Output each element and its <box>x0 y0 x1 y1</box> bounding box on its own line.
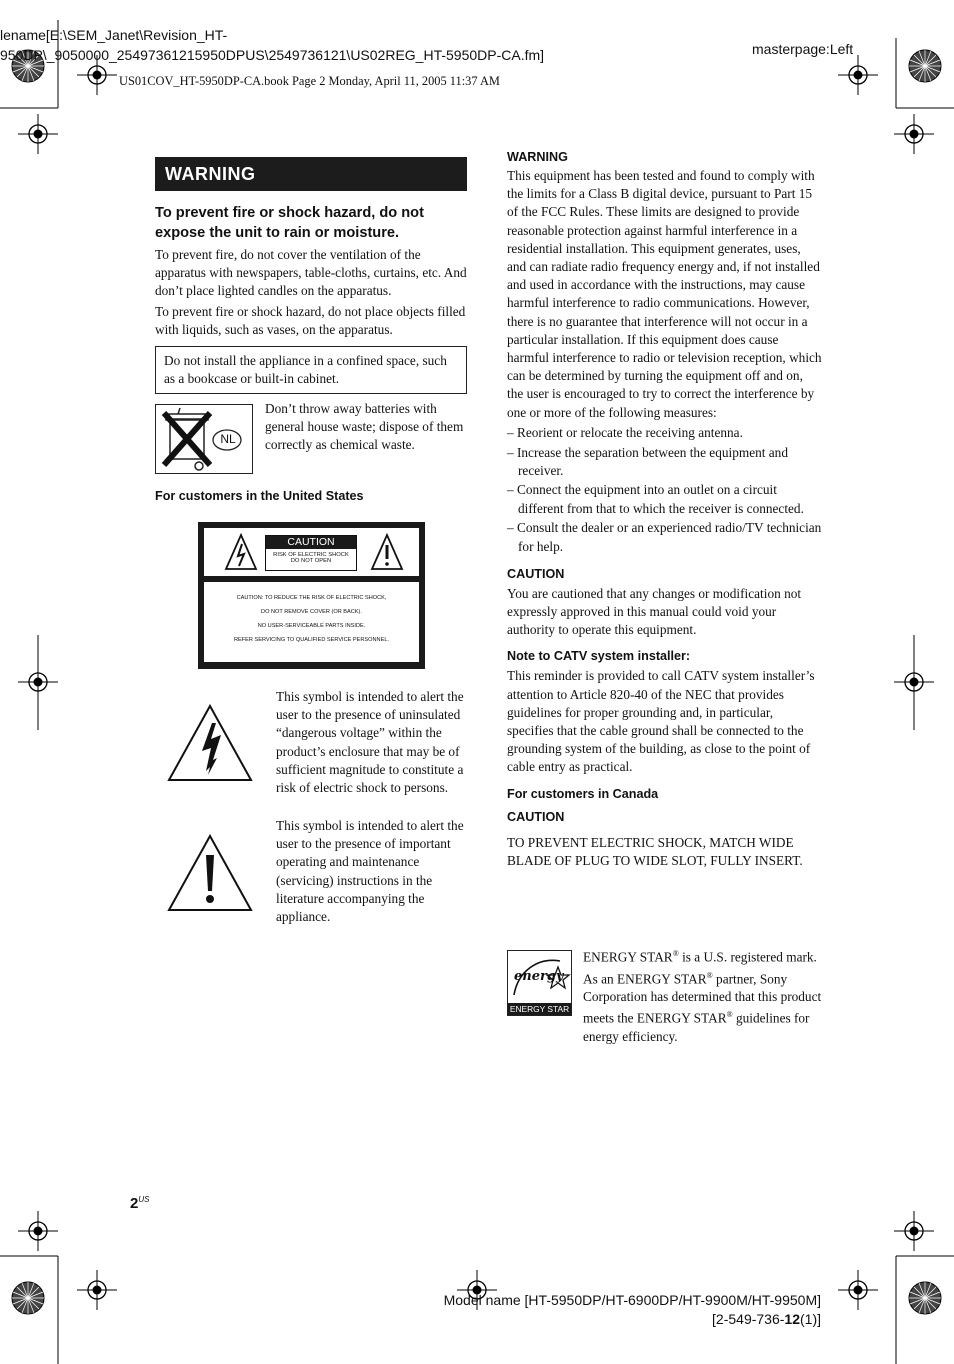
energy-text-2: is a U.S. registered mark. As an ENERGY STAR <box>583 949 817 987</box>
battery-disposal-icon <box>155 404 253 474</box>
exclamation-symbol-text: This symbol is intended to alert the user to the presence of important operating and maintenance (servicing) instructions in the literature accompanying the appliance. <box>276 818 464 925</box>
list-item: – Connect the equipment into an outlet on a circuit different from that to which the receiver is connected. <box>507 482 804 516</box>
part-number-a: [2-549-736- <box>712 1311 785 1327</box>
caution-label-title: CAUTION <box>266 536 356 549</box>
energy-text-1: ENERGY STAR <box>583 949 673 965</box>
caution-label-top <box>204 528 419 576</box>
canada-paragraph: TO PREVENT ELECTRIC SHOCK, MATCH WIDE BLADE OF PLUG TO WIDE SLOT, FULLY INSERT. <box>507 834 803 868</box>
filename-line-2: 950DP\_9050000_25497361215950DPUS\2549736121\US02REG_HT-5950DP-CA.fm] <box>0 47 545 63</box>
caution-label-bottom <box>204 582 419 662</box>
caution-label-center <box>265 535 357 571</box>
caution-label-line3: NO USER-SERVICEABLE PARTS INSIDE. <box>257 623 366 629</box>
exclamation-triangle-icon <box>370 533 404 571</box>
caution-label-line2: DO NOT REMOVE COVER (OR BACK). <box>261 609 362 615</box>
hazard-heading: To prevent fire or shock hazard, do not expose the unit to rain or moisture. <box>155 205 424 241</box>
lightning-symbol-icon <box>166 703 254 783</box>
exclamation-symbol-icon <box>166 833 254 913</box>
list-item: – Increase the separation between the equipment and receiver. <box>507 444 788 478</box>
warning-title-bar: WARNING <box>155 157 467 191</box>
measures-list <box>507 424 822 556</box>
energy-star-text <box>583 945 823 1046</box>
reg-mark: ® <box>672 949 679 958</box>
energy-script-text: energy <box>514 969 564 984</box>
battery-disposal-text: Don’t throw away batteries with general house waste; dispose of them correctly as chemical waste. <box>265 401 464 453</box>
part-number-c: (1)] <box>800 1311 821 1327</box>
masterpage-label: masterpage:Left <box>752 41 854 57</box>
confined-space-box: Do not install the appliance in a confined space, such as a bookcase or built-in cabinet. <box>155 346 467 394</box>
page-number-value: 2 <box>130 1195 139 1212</box>
page-number-sup: US <box>138 1195 150 1204</box>
page-number <box>130 1195 149 1212</box>
list-item: – Reorient or relocate the receiving antenna. <box>507 424 743 440</box>
battery-icon-label: NL <box>220 432 236 446</box>
canada-caution-heading: CAUTION <box>507 809 565 824</box>
canada-heading: For customers in Canada <box>507 786 659 801</box>
energy-text-3: partner, Sony Corporation has determined that this product meets the ENERGY STAR <box>583 971 822 1026</box>
part-number-b: 12 <box>784 1311 800 1327</box>
caution-label-risk1: RISK OF ELECTRIC SHOCK <box>273 552 349 558</box>
right-column <box>507 150 822 870</box>
part-number-line <box>712 1311 821 1327</box>
caution-label <box>198 522 425 669</box>
lightning-triangle-icon <box>224 533 258 571</box>
catv-heading: Note to CATV system installer: <box>507 649 691 664</box>
left-column <box>155 157 467 394</box>
model-name-line: Model name [HT-5950DP/HT-6900DP/HT-9900M/HT-9950M] <box>443 1292 821 1308</box>
energy-text-4: guidelines for energy efficiency. <box>583 1010 810 1045</box>
book-info-line: US01COV_HT-5950DP-CA.book Page 2 Monday, April 11, 2005 11:37 AM <box>119 74 500 88</box>
caution-label-risk2: DO NOT OPEN <box>290 558 332 564</box>
lightning-symbol-text: This symbol is intended to alert the user to the presence of uninsulated “dangerous voltage” within the product’s enclosure that may be of sufficient magnitude to constitute a risk of electric shock to persons. <box>276 689 464 796</box>
liquid-paragraph: To prevent fire or shock hazard, do not place objects filled with liquids, such as vases, on the apparatus. <box>155 303 466 337</box>
filename-line <box>0 25 544 65</box>
fcc-warning-heading: WARNING <box>507 150 568 164</box>
fcc-paragraph: This equipment has been tested and found to comply with the limits for a Class B digital device, pursuant to Part 15 of the FCC Rules. These limits are designed to provide reasonable protection against harmful interference in a residential installation. This equipment generates, uses, and can radiate radio frequency energy and, if not installed and used in accordance with the instructions, may cause harmful interference to radio communications. However, there is no guarantee that interference will not occur in a particular installation. If this equipment does cause harmful interference to radio or television reception, which can be determined by turning the equipment off and on, the user is encouraged to try to correct the interference by one or more of the following measures: <box>507 168 822 420</box>
list-item: – Consult the dealer or an experienced radio/TV technician for help. <box>507 520 822 554</box>
filename-line-1: lename[E:\SEM_Janet\Revision_HT- <box>0 27 228 43</box>
catv-paragraph: This reminder is provided to call CATV system installer’s attention to Article 820-40 of the NEC that provides guidelines for proper grounding and, in particular, specifies that the cable ground shall be connected to the grounding system of the building, as close to the point of cable entry as practical. <box>507 668 815 775</box>
caution-label-line4: REFER SERVICING TO QUALIFIED SERVICE PERSONNEL. <box>233 637 389 643</box>
fire-paragraph: To prevent fire, do not cover the ventilation of the apparatus with newspapers, table-cloths, curtains, etc. And don’t place lighted candles on the apparatus. <box>155 247 467 299</box>
caution-heading: CAUTION <box>507 566 565 581</box>
energy-star-logo-text: ENERGY STAR <box>509 1004 570 1014</box>
caution-label-line1: CAUTION: TO REDUCE THE RISK OF ELECTRIC SHOCK, <box>236 595 387 601</box>
reg-mark: ® <box>706 970 713 980</box>
energy-star-logo <box>507 950 572 1016</box>
caution-paragraph: You are cautioned that any changes or modification not expressly approved in this manual could void your authority to operate this equipment. <box>507 585 802 638</box>
reg-mark: ® <box>726 1010 733 1020</box>
us-customers-heading: For customers in the United States <box>155 489 364 503</box>
